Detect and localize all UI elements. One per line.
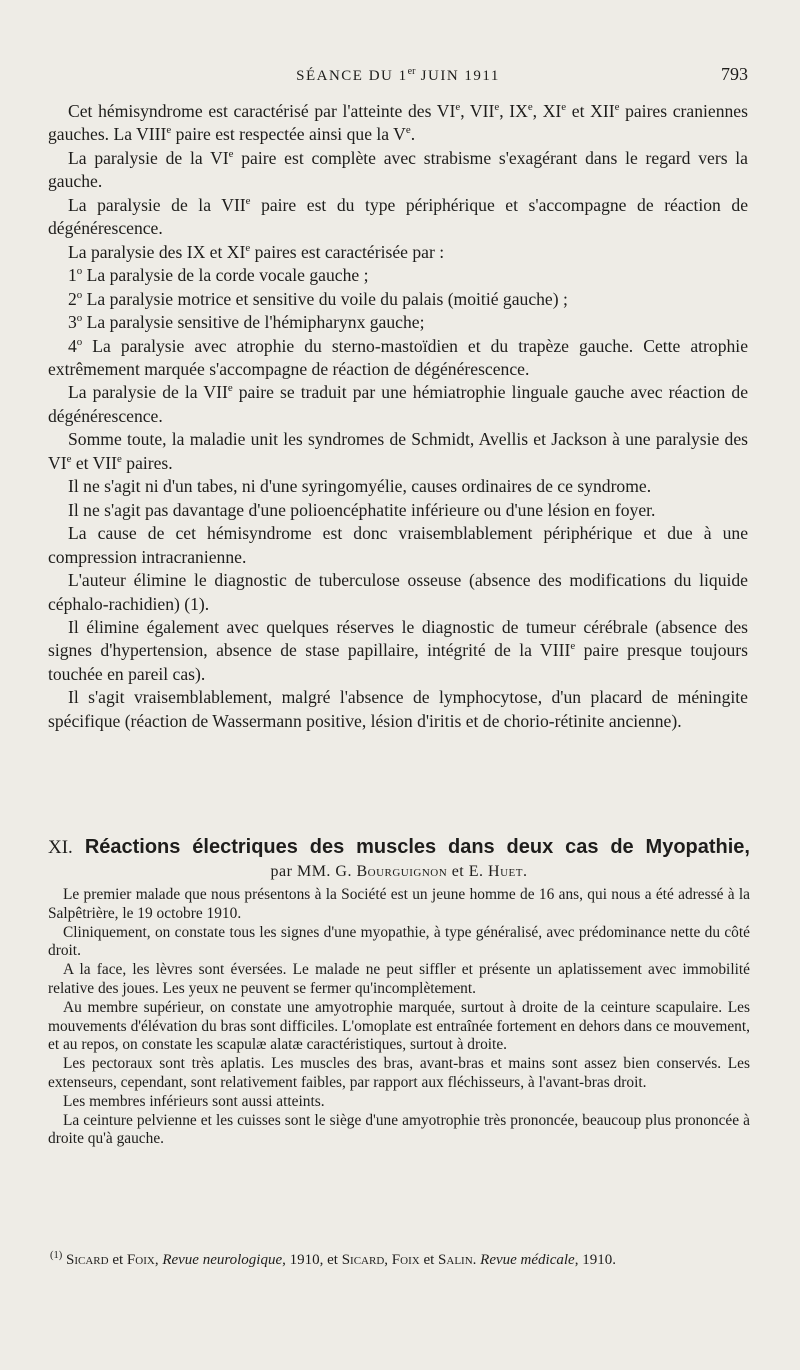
running-head-title: SÉANCE DU 1er JUIN 1911 [296,66,500,84]
section-heading [48,834,750,883]
paragraph: Les membres inférieurs sont aussi atteints. [63,1092,325,1110]
paragraph: Il ne s'agit pas davantage d'une polioencéphatite inférieure ou d'une lésion en foyer. [68,499,656,520]
paragraph: La cause de cet hémisyndrome est donc vraisemblablement périphérique et due à une compression intracranienne. [48,523,748,567]
footnote: $^{(1)}$ Sicard et Foix, Revue neurologique, 1910, et Sicard, Foix et Salin. Revue médicale, 1910. [50,1250,616,1268]
paragraph: Cliniquement, on constate tous les signes d'une myopathie, à type généralisé, avec prédominance nette du côté droit. [48,923,750,960]
paragraph: La paralysie de la VIIe paire est du type périphérique et s'accompagne de réaction de dégénérescence. [48,194,749,239]
paragraph: Somme toute, la maladie unit les syndromes de Schmidt, Avellis et Jackson à une paralysie des VIe et VIIe paires. [48,429,748,473]
paragraph: Le premier malade que nous présentons à la Société est un jeune homme de 16 ans, qui nous a été adressé à la Salpêtrière, le 19 octobre 1910. [48,886,750,922]
page-number: 793 [721,64,748,84]
paragraph: Cet hémisyndrome est caractérisé par l'atteinte des VIe, VIIe, IXe, XIe et XIIe paires craniennes gauches. La VIIIe paire est respectée ainsi que la Ve. [48,101,748,145]
section-number: XI. [48,837,73,858]
paragraph: Il élimine également avec quelques réserves le diagnostic de tumeur cérébrale (absence des signes d'hypertension, absence de stase papillaire, intégrité de la VIIIe paire presque toujours touchée en pareil cas). [48,616,748,684]
list-item: 1$^o$ La paralysie de la corde vocale gauche ; [68,265,369,286]
paragraph: La paralysie de la VIIe paire se traduit par une hémiatrophie linguale gauche avec réaction de dégénérescence. [48,382,748,426]
paragraph: Les pectoraux sont très aplatis. Les muscles des bras, avant-bras et mains sont assez bien conservés. Les extenseurs, cependant, sont relativement faibles, par rapport aux fléchisseurs, à l'avant-bras droit. [48,1055,750,1091]
list-item: 4$^o$ La paralysie avec atrophie du sterno-mastoïdien et du trapèze gauche. Cette atrophie extrêmement marquée s'accompagne de réaction de dégénérescence. [48,335,748,379]
paragraph: Au membre supérieur, on constate une amyotrophie marquée, surtout à droite de la ceinture scapulaire. Les mouvements d'élévation du bras sont difficiles. L'omoplate est entraînée fortement en dehors dans ce mouvement, et au repos, on constate les scapulæ alatæ caractéristiques, surtout à droite. [48,998,750,1054]
paragraph: A la face, les lèvres sont éversées. Le malade ne peut siffler et présente un aplatissement avec immobilité relative des joues. Les yeux ne peuvent se fermer qu'incomplètement. [48,961,750,997]
running-head [48,64,748,88]
paragraph: Il s'agit vraisemblablement, malgré l'absence de lymphocytose, d'un placard de méningite spécifique (réaction de Wassermann positive, lésion d'iritis et de chorio-rétinite ancienne). [48,687,748,731]
paragraph: La paralysie de la VIe paire est complète avec strabisme s'exagérant dans le regard vers la gauche. [48,147,748,192]
section-title: Réactions électriques des muscles dans deux cas de Myopathie, [84,836,750,858]
paragraph: La paralysie des IX et XIe paires est caractérisée par : [68,241,445,262]
section-authors: par MM. G. Bourguignon et E. Huet. [270,863,528,880]
paragraph: Il ne s'agit ni d'un tabes, ni d'une syringomyélie, causes ordinaires de ce syndrome. [68,476,652,497]
list-item: 3$^o$ La paralysie sensitive de l'hémipharynx gauche; [68,312,425,333]
paragraph: La ceinture pelvienne et les cuisses sont le siège d'une amyotrophie très prononcée, beaucoup plus prononcée à droite qu'à gauche. [48,1111,750,1148]
paragraph: L'auteur élimine le diagnostic de tuberculose osseuse (absence des modifications du liquide céphalo-rachidien) (1). [48,570,748,614]
body-text [48,100,748,733]
list-item: 2$^o$ La paralysie motrice et sensitive du voile du palais (moitié gauche) ; [68,288,568,309]
section-body [48,886,750,1149]
